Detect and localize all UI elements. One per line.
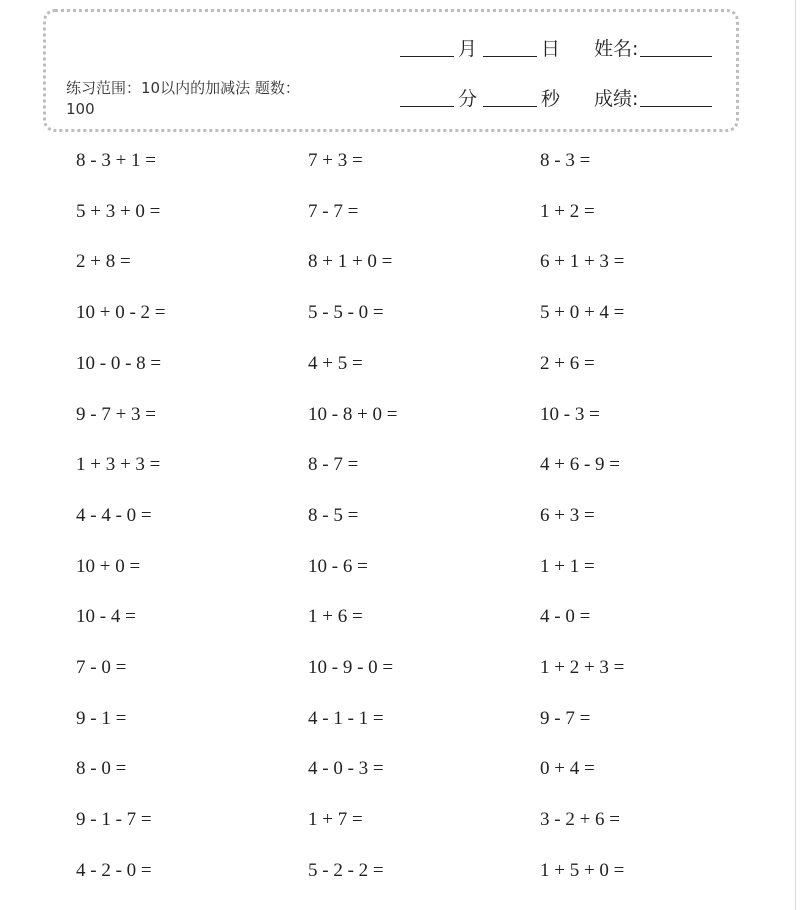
problem-item: 10 - 9 - 0 = <box>308 657 394 678</box>
problem-item: 4 - 2 - 0 = <box>76 860 152 881</box>
day-blank[interactable] <box>483 38 537 57</box>
minute-blank[interactable] <box>400 88 454 107</box>
problem-item: 8 + 1 + 0 = <box>308 251 393 272</box>
problem-item: 7 + 3 = <box>308 150 363 171</box>
problem-item: 8 - 0 = <box>76 758 127 779</box>
problem-item: 1 + 1 = <box>540 556 595 577</box>
problem-item: 6 + 3 = <box>540 505 595 526</box>
problem-item: 1 + 5 + 0 = <box>540 860 625 881</box>
score-label: 成绩: <box>594 88 639 110</box>
score-blank[interactable] <box>640 88 712 107</box>
problem-item: 8 - 3 + 1 = <box>76 150 157 171</box>
problem-item: 9 - 1 = <box>76 708 127 729</box>
problem-item: 5 - 5 - 0 = <box>308 302 384 323</box>
minute-label: 分 <box>458 88 478 110</box>
problem-item: 4 + 6 - 9 = <box>540 454 621 475</box>
problem-item: 5 + 3 + 0 = <box>76 201 161 222</box>
second-blank[interactable] <box>483 88 537 107</box>
time-field <box>400 84 560 110</box>
problem-item: 10 - 6 = <box>308 556 368 577</box>
day-label: 日 <box>541 38 561 60</box>
problem-item: 7 - 0 = <box>76 657 127 678</box>
problem-item: 3 - 2 + 6 = <box>540 809 621 830</box>
problem-item: 10 - 0 - 8 = <box>76 353 162 374</box>
name-label: 姓名: <box>594 38 639 60</box>
problem-item: 10 + 0 = <box>76 556 141 577</box>
second-label: 秒 <box>541 88 561 110</box>
problem-item: 9 - 7 = <box>540 708 591 729</box>
problem-item: 0 + 4 = <box>540 758 595 779</box>
problem-item: 1 + 2 = <box>540 201 595 222</box>
problem-item: 4 + 5 = <box>308 353 363 374</box>
problem-item: 9 - 7 + 3 = <box>76 404 157 425</box>
problem-item: 6 + 1 + 3 = <box>540 251 625 272</box>
problem-item: 4 - 0 - 3 = <box>308 758 384 779</box>
problem-item: 4 - 1 - 1 = <box>308 708 384 729</box>
problem-item: 1 + 7 = <box>308 809 363 830</box>
problem-item: 8 - 3 = <box>540 150 591 171</box>
problem-item: 4 - 4 - 0 = <box>76 505 152 526</box>
problem-item: 2 + 8 = <box>76 251 131 272</box>
problem-item: 2 + 6 = <box>540 353 595 374</box>
problem-item: 7 - 7 = <box>308 201 359 222</box>
name-blank[interactable] <box>640 38 712 57</box>
problem-item: 10 - 3 = <box>540 404 600 425</box>
problem-item: 4 - 0 = <box>540 606 591 627</box>
name-field <box>594 34 716 60</box>
problem-item: 10 - 8 + 0 = <box>308 404 398 425</box>
date-field <box>400 34 560 60</box>
problem-item: 1 + 2 + 3 = <box>540 657 625 678</box>
problem-item: 10 + 0 - 2 = <box>76 302 166 323</box>
problem-item: 1 + 6 = <box>308 606 363 627</box>
month-blank[interactable] <box>400 38 454 57</box>
problem-item: 5 + 0 + 4 = <box>540 302 625 323</box>
problem-item: 9 - 1 - 7 = <box>76 809 152 830</box>
problem-item: 8 - 5 = <box>308 505 359 526</box>
problem-item: 1 + 3 + 3 = <box>76 454 161 475</box>
score-field <box>594 84 716 110</box>
practice-range-text: 练习范围：10以内的加减法 题数：100 <box>66 79 300 118</box>
problem-item: 10 - 4 = <box>76 606 136 627</box>
month-label: 月 <box>458 38 478 60</box>
problem-item: 5 - 2 - 2 = <box>308 860 384 881</box>
problem-item: 8 - 7 = <box>308 454 359 475</box>
